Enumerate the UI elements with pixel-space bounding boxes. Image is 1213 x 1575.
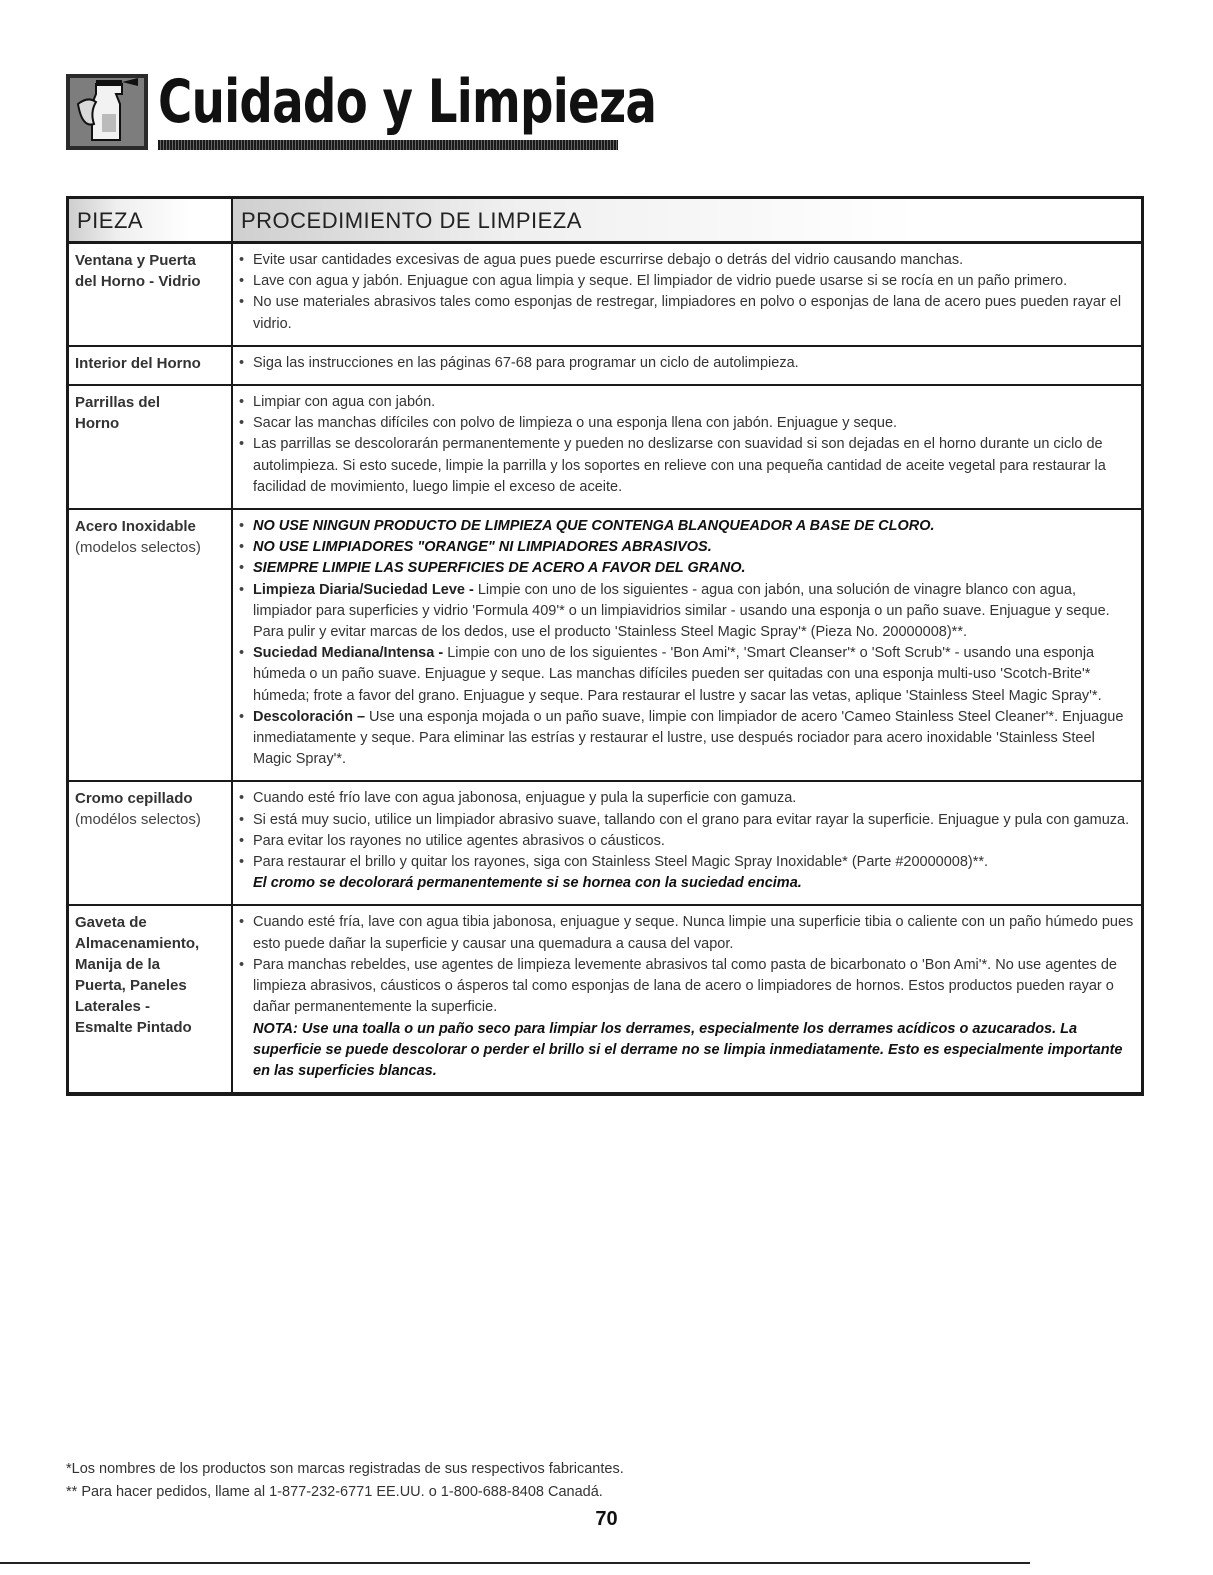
procedure-item [239,873,1135,894]
procedure-cell [232,243,1141,346]
table-row [69,781,1141,905]
procedure-item [239,643,1135,707]
piece-name-line: Manija de la [75,956,161,974]
bottom-rule [0,1562,1030,1564]
piece-cell [69,346,232,385]
piece-name-line: Gaveta de [75,914,147,932]
piece-cell [69,243,232,346]
procedure-item-emphasis: NO USE LIMPIADORES "ORANGE" NI LIMPIADORES ABRASIVOS. [253,539,712,556]
piece-subtitle: (modelos selectos) [75,539,201,557]
procedure-item-emphasis: NOTA: Use una toalla o un paño seco para limpiar los derrames, especialmente los derrames acídicos o azucarados. La superficie se puede descolorar o perder el brillo si el derrame no se limpia inmediatamente. Esto es especialmente importante en las superficies blancas. [253,1020,1123,1079]
piece-cell [69,905,232,1092]
procedure-item-text: Para manchas rebeldes, use agentes de limpieza levemente abrasivos tal como pasta de bicarbonato o 'Bon Ami'*. No use agentes de limpieza abrasivos, cáusticos o ásperos tal como esponjas de lana de acero o limpiadores de hornos. Estos productos pueden rayar o dañar permanentemente la superficie. [253,956,1117,1016]
footnotes [66,1458,624,1504]
procedure-item-text: No use materiales abrasivos tales como esponjas de restregar, limpiadores en polvo o esponjas de lana de acero pues pueden rayar el vidrio. [253,294,1122,332]
procedure-item-text: Sacar las manchas difíciles con polvo de limpieza o una esponja llena con jabón. Enjuague y seque. [253,415,898,432]
procedure-cell [232,385,1141,509]
procedure-item-emphasis: SIEMPRE LIMPIE LAS SUPERFICIES DE ACERO A FAVOR DEL GRANO. [253,560,746,577]
procedure-item [239,580,1135,644]
procedure-item [239,292,1135,334]
page-header [66,64,657,164]
piece-cell [69,385,232,509]
page-number: 70 [595,1508,618,1530]
procedure-item-text: Evite usar cantidades excesivas de agua pues puede escurrirse debajo o detrás del vidrio causando manchas. [253,252,964,268]
procedure-item-text: Lave con agua y jabón. Enjuague con agua limpia y seque. El limpiador de vidrio puede usarse si se rocía en un paño primero. [253,273,1068,290]
procedure-cell [232,509,1141,781]
procedure-item-text: Siga las instrucciones en las páginas 67-68 para programar un ciclo de autolimpieza. [253,354,799,371]
footnote-ordering: ** Para hacer pedidos, llame al 1-877-232-6771 EE.UU. o 1-800-688-8408 Canadá. [66,1484,603,1500]
procedure-item [239,1019,1135,1083]
procedure-item [239,434,1135,498]
table-row [69,385,1141,509]
piece-name-line: Esmalte Pintado [75,1019,192,1037]
procedure-item-text: Limpie con uno de los siguientes - 'Bon Ami'*, 'Smart Cleanser'* o 'Soft Scrub'* - usando una esponja húmeda o un paño suave. Enjuague y seque. Las manchas difíciles pueden ser quitadas con una esponja multi-uso 'Scotch-Brite'* húmeda; frote a favor del grano. Enjuague y seque. Para restaurar el lustre y sacar las vetas, aplique 'Stainless Steel Magic Spray'*. [253,645,1102,704]
piece-name-line: Acero Inoxidable [75,518,196,536]
spray-bottle-icon [66,74,148,150]
procedure-item [239,788,1135,809]
piece-name-line: Horno [75,415,120,433]
procedure-item-emphasis: NO USE NINGUN PRODUCTO DE LIMPIEZA QUE CONTENGA BLANQUEADOR A BASE DE CLORO. [253,518,935,535]
table-row [69,509,1141,781]
procedure-item-text: Las parrillas se descolorarán permanentemente y pueden no deslizarse con suavidad si son dejadas en el horno durante un ciclo de autolimpieza. Si esto sucede, limpie la parrilla y los soportes en relieve con una pequeña cantidad de aceite vegetal para restaurar la facilidad de movimiento, luego limpie el exceso de aceite. [253,436,1106,495]
piece-name-line: Laterales - [75,998,151,1016]
piece-name-line: Parrillas del [75,394,161,412]
title-underline [158,140,618,150]
procedure-item [239,955,1135,1019]
procedure-item-text: Use una esponja mojada o un paño suave, limpie con limpiador de acero 'Cameo Stainless Steel Cleaner'*. Enjuague inmediatamente y seque. Para eliminar las estrías y restaurar el lustre, use después rociador para acero inoxidable 'Stainless Steel Magic Spray'*. [253,708,1124,768]
table-body [69,243,1141,1093]
procedure-item-text: Para restaurar el brillo y quitar los rayones, siga con Stainless Steel Magic Spray Inoxidable* (Parte #20000008)**. [253,854,989,871]
piece-name-line: Ventana y Puerta [75,252,196,269]
procedure-item [239,852,1135,873]
procedure-item [239,413,1135,434]
cleaning-table [66,196,1144,1096]
procedure-item [239,912,1135,954]
procedure-item-emphasis: El cromo se decolorará permanentemente si se hornea con la suciedad encima. [253,875,802,892]
table-header-row [69,199,1141,243]
piece-name-line: del Horno - Vidrio [75,273,201,290]
piece-subtitle: (modélos selectos) [75,811,201,829]
procedure-item-text: Limpiar con agua con jabón. [253,394,436,411]
procedure-item-text: Para evitar los rayones no utilice agentes abrasivos o cáusticos. [253,832,665,849]
piece-name-line: Puerta, Paneles [75,977,187,995]
piece-name-line: Cromo cepillado [75,790,193,808]
piece-cell [69,781,232,905]
piece-cell [69,509,232,781]
procedure-item-text: Cuando esté fría, lave con agua tibia jabonosa, enjuague y seque. Nunca limpie una superficie tibia o caliente con un paño húmedo pues esto puede dañar la superficie y causar una quemadura a causa del vapor. [253,914,1134,952]
table-row [69,243,1141,346]
procedure-item [239,707,1135,771]
procedure-item [239,516,1135,537]
procedure-item [239,250,1135,271]
piece-name-line: Interior del Horno [75,354,201,372]
procedure-item [239,271,1135,292]
procedure-item-emphasis: Limpieza Diaria/Suciedad Leve - [253,581,478,598]
procedure-cell [232,346,1141,385]
procedure-item-emphasis: Suciedad Mediana/Intensa - [253,645,448,662]
table-row [69,905,1141,1092]
procedure-item-text: Si está muy sucio, utilice un limpiador abrasivo suave, tallando con el grano para evitar rayar la superficie. Enjuague y pula con gamuza. [253,811,1130,828]
procedure-item [239,353,1135,374]
column-header-piece: PIEZA [69,199,232,243]
procedure-item-text: Limpie con uno de los siguientes - agua con jabón, una solución de vinagre blanco con agua, limpiador para superficies y vidrio 'Formula 409'* o un limpiavidrios similar - usando una esponja o un paño suave. Enjuague y seque. Para pulir y evitar marcas de los dedos, use el producto 'Stainless Steel Magic Spray'* (Pieza No. 20000008)**. [253,581,1110,641]
procedure-item-emphasis: Descoloración – [253,708,370,725]
piece-name-line: Almacenamiento, [75,935,200,953]
procedure-item [239,810,1135,831]
procedure-item [239,392,1135,413]
table-row [69,346,1141,385]
column-header-procedure: PROCEDIMIENTO DE LIMPIEZA [232,199,1141,243]
procedure-cell [232,905,1141,1092]
procedure-cell [232,781,1141,905]
footnote-trademarks: *Los nombres de los productos son marcas registradas de sus respectivos fabricantes. [66,1461,624,1477]
procedure-item [239,537,1135,558]
page-title: Cuidado y Limpieza [158,67,657,137]
procedure-item [239,831,1135,852]
procedure-item-text: Cuando esté frío lave con agua jabonosa, enjuague y pula la superficie con gamuza. [253,790,797,807]
procedure-item [239,558,1135,579]
